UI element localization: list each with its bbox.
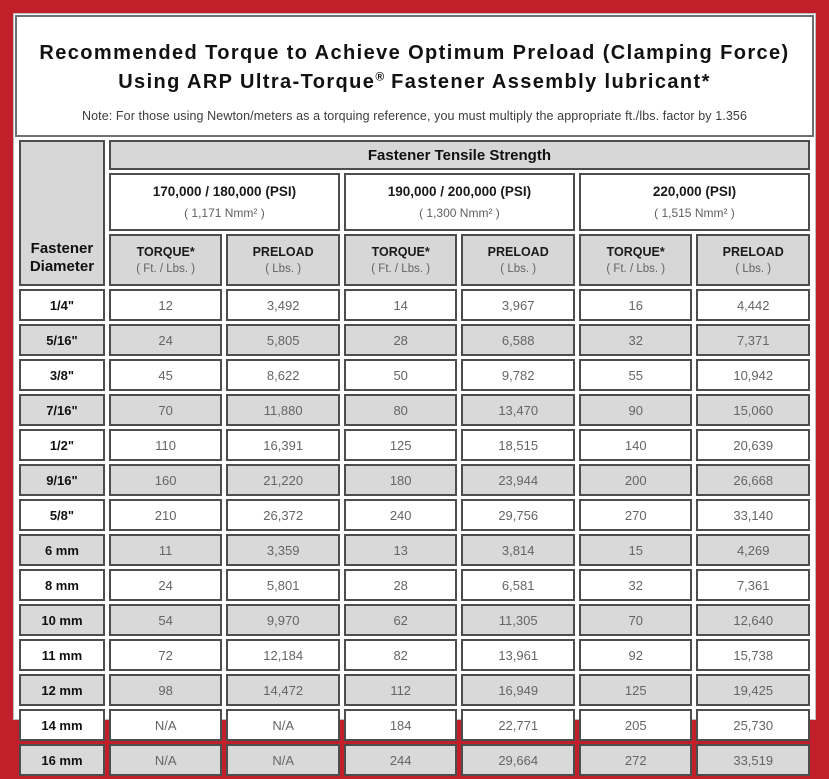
preload-value-cell: 16,391 (226, 429, 340, 461)
diameter-cell: 5/16" (19, 324, 105, 356)
torque-value-cell: 98 (109, 674, 223, 706)
torque-value-cell: 54 (109, 604, 223, 636)
torque-value-cell: 180 (344, 464, 458, 496)
diameter-cell: 16 mm (19, 744, 105, 776)
torque-value-cell: 125 (579, 674, 693, 706)
preload-value-cell: 7,371 (696, 324, 810, 356)
torque-value-cell: N/A (109, 709, 223, 741)
torque-value-cell: N/A (109, 744, 223, 776)
diameter-cell: 5/8" (19, 499, 105, 531)
torque-value-cell: 45 (109, 359, 223, 391)
preload-value-cell: 25,730 (696, 709, 810, 741)
content-area (13, 13, 816, 768)
preload-value-cell: 18,515 (461, 429, 575, 461)
psi-group-header-3 (579, 173, 810, 231)
title-line-2-prefix: Using ARP Ultra-Torque (118, 71, 376, 93)
preload-value-cell: 3,814 (461, 534, 575, 566)
torque-value-cell: 272 (579, 744, 693, 776)
torque-value-cell: 15 (579, 534, 693, 566)
diameter-cell: 3/8" (19, 359, 105, 391)
preload-value-cell: 4,269 (696, 534, 810, 566)
preload-value-cell: 6,588 (461, 324, 575, 356)
preload-value-cell: 10,942 (696, 359, 810, 391)
page-title-line-1: Recommended Torque to Achieve Optimum Preload (Clamping Force) (39, 42, 790, 64)
diameter-cell: 10 mm (19, 604, 105, 636)
torque-value-cell: 28 (344, 324, 458, 356)
preload-value-cell: 3,359 (226, 534, 340, 566)
torque-value-cell: 125 (344, 429, 458, 461)
preload-unit: ( Lbs. ) (265, 263, 302, 275)
preload-value-cell: 21,220 (226, 464, 340, 496)
diameter-cell: 11 mm (19, 639, 105, 671)
torque-unit: ( Ft. / Lbs. ) (371, 263, 431, 275)
preload-value-cell: 5,805 (226, 324, 340, 356)
preload-column-header (461, 234, 575, 286)
preload-value-cell: 33,519 (696, 744, 810, 776)
torque-value-cell: 55 (579, 359, 693, 391)
table-row (19, 639, 810, 671)
preload-value-cell: 15,060 (696, 394, 810, 426)
torque-unit: ( Ft. / Lbs. ) (606, 263, 666, 275)
torque-value-cell: 24 (109, 569, 223, 601)
header-row-psi (19, 173, 810, 231)
preload-value-cell: N/A (226, 709, 340, 741)
torque-value-cell: 50 (344, 359, 458, 391)
page-title-line-2 (27, 68, 802, 97)
preload-label: PRELOAD (722, 245, 784, 259)
preload-value-cell: 22,771 (461, 709, 575, 741)
preload-value-cell: 29,664 (461, 744, 575, 776)
torque-value-cell: 16 (579, 289, 693, 321)
preload-value-cell: 14,472 (226, 674, 340, 706)
corner-header-cell: Fastener Diameter (19, 140, 105, 286)
diameter-cell: 1/4" (19, 289, 105, 321)
torque-column-header (344, 234, 458, 286)
torque-label: TORQUE* (136, 245, 195, 259)
torque-value-cell: 80 (344, 394, 458, 426)
preload-value-cell: N/A (226, 744, 340, 776)
preload-unit: ( Lbs. ) (500, 263, 537, 275)
torque-value-cell: 24 (109, 324, 223, 356)
preload-value-cell: 3,492 (226, 289, 340, 321)
torque-value-cell: 92 (579, 639, 693, 671)
torque-value-cell: 200 (579, 464, 693, 496)
preload-value-cell: 26,668 (696, 464, 810, 496)
table-row (19, 674, 810, 706)
torque-value-cell: 13 (344, 534, 458, 566)
table-row (19, 359, 810, 391)
conversion-note: Note: For those using Newton/meters as a torquing reference, you must multiply the appropriate ft./lbs. factor by 1.356 (81, 109, 747, 123)
torque-value-cell: 244 (344, 744, 458, 776)
torque-value-cell: 28 (344, 569, 458, 601)
preload-value-cell: 33,140 (696, 499, 810, 531)
psi-rating: 170,000 / 180,000 (PSI) (152, 184, 297, 199)
torque-value-cell: 160 (109, 464, 223, 496)
table-body (19, 289, 810, 776)
torque-value-cell: 72 (109, 639, 223, 671)
preload-label: PRELOAD (487, 245, 549, 259)
nmm-rating: ( 1,171 Nmm² ) (184, 206, 265, 220)
diameter-cell: 6 mm (19, 534, 105, 566)
torque-label: TORQUE* (606, 245, 665, 259)
torque-value-cell: 70 (109, 394, 223, 426)
preload-unit: ( Lbs. ) (735, 263, 772, 275)
psi-group-header-2 (344, 173, 575, 231)
preload-value-cell: 5,801 (226, 569, 340, 601)
preload-value-cell: 6,581 (461, 569, 575, 601)
table-row (19, 499, 810, 531)
torque-value-cell: 184 (344, 709, 458, 741)
preload-value-cell: 13,961 (461, 639, 575, 671)
table-row (19, 324, 810, 356)
registered-trademark-symbol: ® (375, 69, 385, 84)
table-row (19, 429, 810, 461)
torque-label: TORQUE* (371, 245, 430, 259)
table-row (19, 744, 810, 776)
preload-value-cell: 9,970 (226, 604, 340, 636)
table-row (19, 289, 810, 321)
torque-column-header (109, 234, 223, 286)
preload-value-cell: 20,639 (696, 429, 810, 461)
torque-value-cell: 32 (579, 569, 693, 601)
diameter-cell: 9/16" (19, 464, 105, 496)
preload-value-cell: 12,640 (696, 604, 810, 636)
torque-value-cell: 205 (579, 709, 693, 741)
torque-value-cell: 32 (579, 324, 693, 356)
torque-value-cell: 210 (109, 499, 223, 531)
psi-group-header-1 (109, 173, 340, 231)
preload-column-header (696, 234, 810, 286)
torque-column-header (579, 234, 693, 286)
torque-value-cell: 14 (344, 289, 458, 321)
preload-label: PRELOAD (252, 245, 314, 259)
preload-value-cell: 3,967 (461, 289, 575, 321)
table-row (19, 709, 810, 741)
torque-value-cell: 140 (579, 429, 693, 461)
tensile-strength-header: Fastener Tensile Strength (109, 140, 810, 170)
preload-value-cell: 16,949 (461, 674, 575, 706)
diameter-cell: 8 mm (19, 569, 105, 601)
preload-value-cell: 8,622 (226, 359, 340, 391)
title-line-2-suffix: Fastener Assembly lubricant* (384, 71, 711, 93)
preload-value-cell: 23,944 (461, 464, 575, 496)
header-row-tensile (19, 140, 810, 170)
preload-value-cell: 11,880 (226, 394, 340, 426)
preload-value-cell: 26,372 (226, 499, 340, 531)
preload-value-cell: 12,184 (226, 639, 340, 671)
diameter-cell: 1/2" (19, 429, 105, 461)
torque-value-cell: 62 (344, 604, 458, 636)
torque-value-cell: 270 (579, 499, 693, 531)
title-box (15, 15, 814, 137)
preload-value-cell: 13,470 (461, 394, 575, 426)
table-row (19, 604, 810, 636)
psi-rating: 190,000 / 200,000 (PSI) (387, 184, 532, 199)
torque-value-cell: 11 (109, 534, 223, 566)
preload-value-cell: 29,756 (461, 499, 575, 531)
torque-value-cell: 90 (579, 394, 693, 426)
header-row-subcolumns (19, 234, 810, 286)
nmm-rating: ( 1,515 Nmm² ) (654, 206, 735, 220)
torque-value-cell: 112 (344, 674, 458, 706)
diameter-cell: 7/16" (19, 394, 105, 426)
psi-rating: 220,000 (PSI) (652, 184, 737, 199)
preload-value-cell: 9,782 (461, 359, 575, 391)
torque-value-cell: 82 (344, 639, 458, 671)
torque-value-cell: 12 (109, 289, 223, 321)
torque-value-cell: 70 (579, 604, 693, 636)
table-row (19, 534, 810, 566)
diameter-cell: 12 mm (19, 674, 105, 706)
preload-value-cell: 4,442 (696, 289, 810, 321)
torque-table (15, 137, 814, 779)
table-row (19, 569, 810, 601)
table-row (19, 464, 810, 496)
nmm-rating: ( 1,300 Nmm² ) (419, 206, 500, 220)
preload-value-cell: 11,305 (461, 604, 575, 636)
torque-value-cell: 110 (109, 429, 223, 461)
torque-value-cell: 240 (344, 499, 458, 531)
torque-unit: ( Ft. / Lbs. ) (136, 263, 196, 275)
preload-value-cell: 19,425 (696, 674, 810, 706)
diameter-cell: 14 mm (19, 709, 105, 741)
preload-value-cell: 15,738 (696, 639, 810, 671)
preload-column-header (226, 234, 340, 286)
table-row (19, 394, 810, 426)
preload-value-cell: 7,361 (696, 569, 810, 601)
